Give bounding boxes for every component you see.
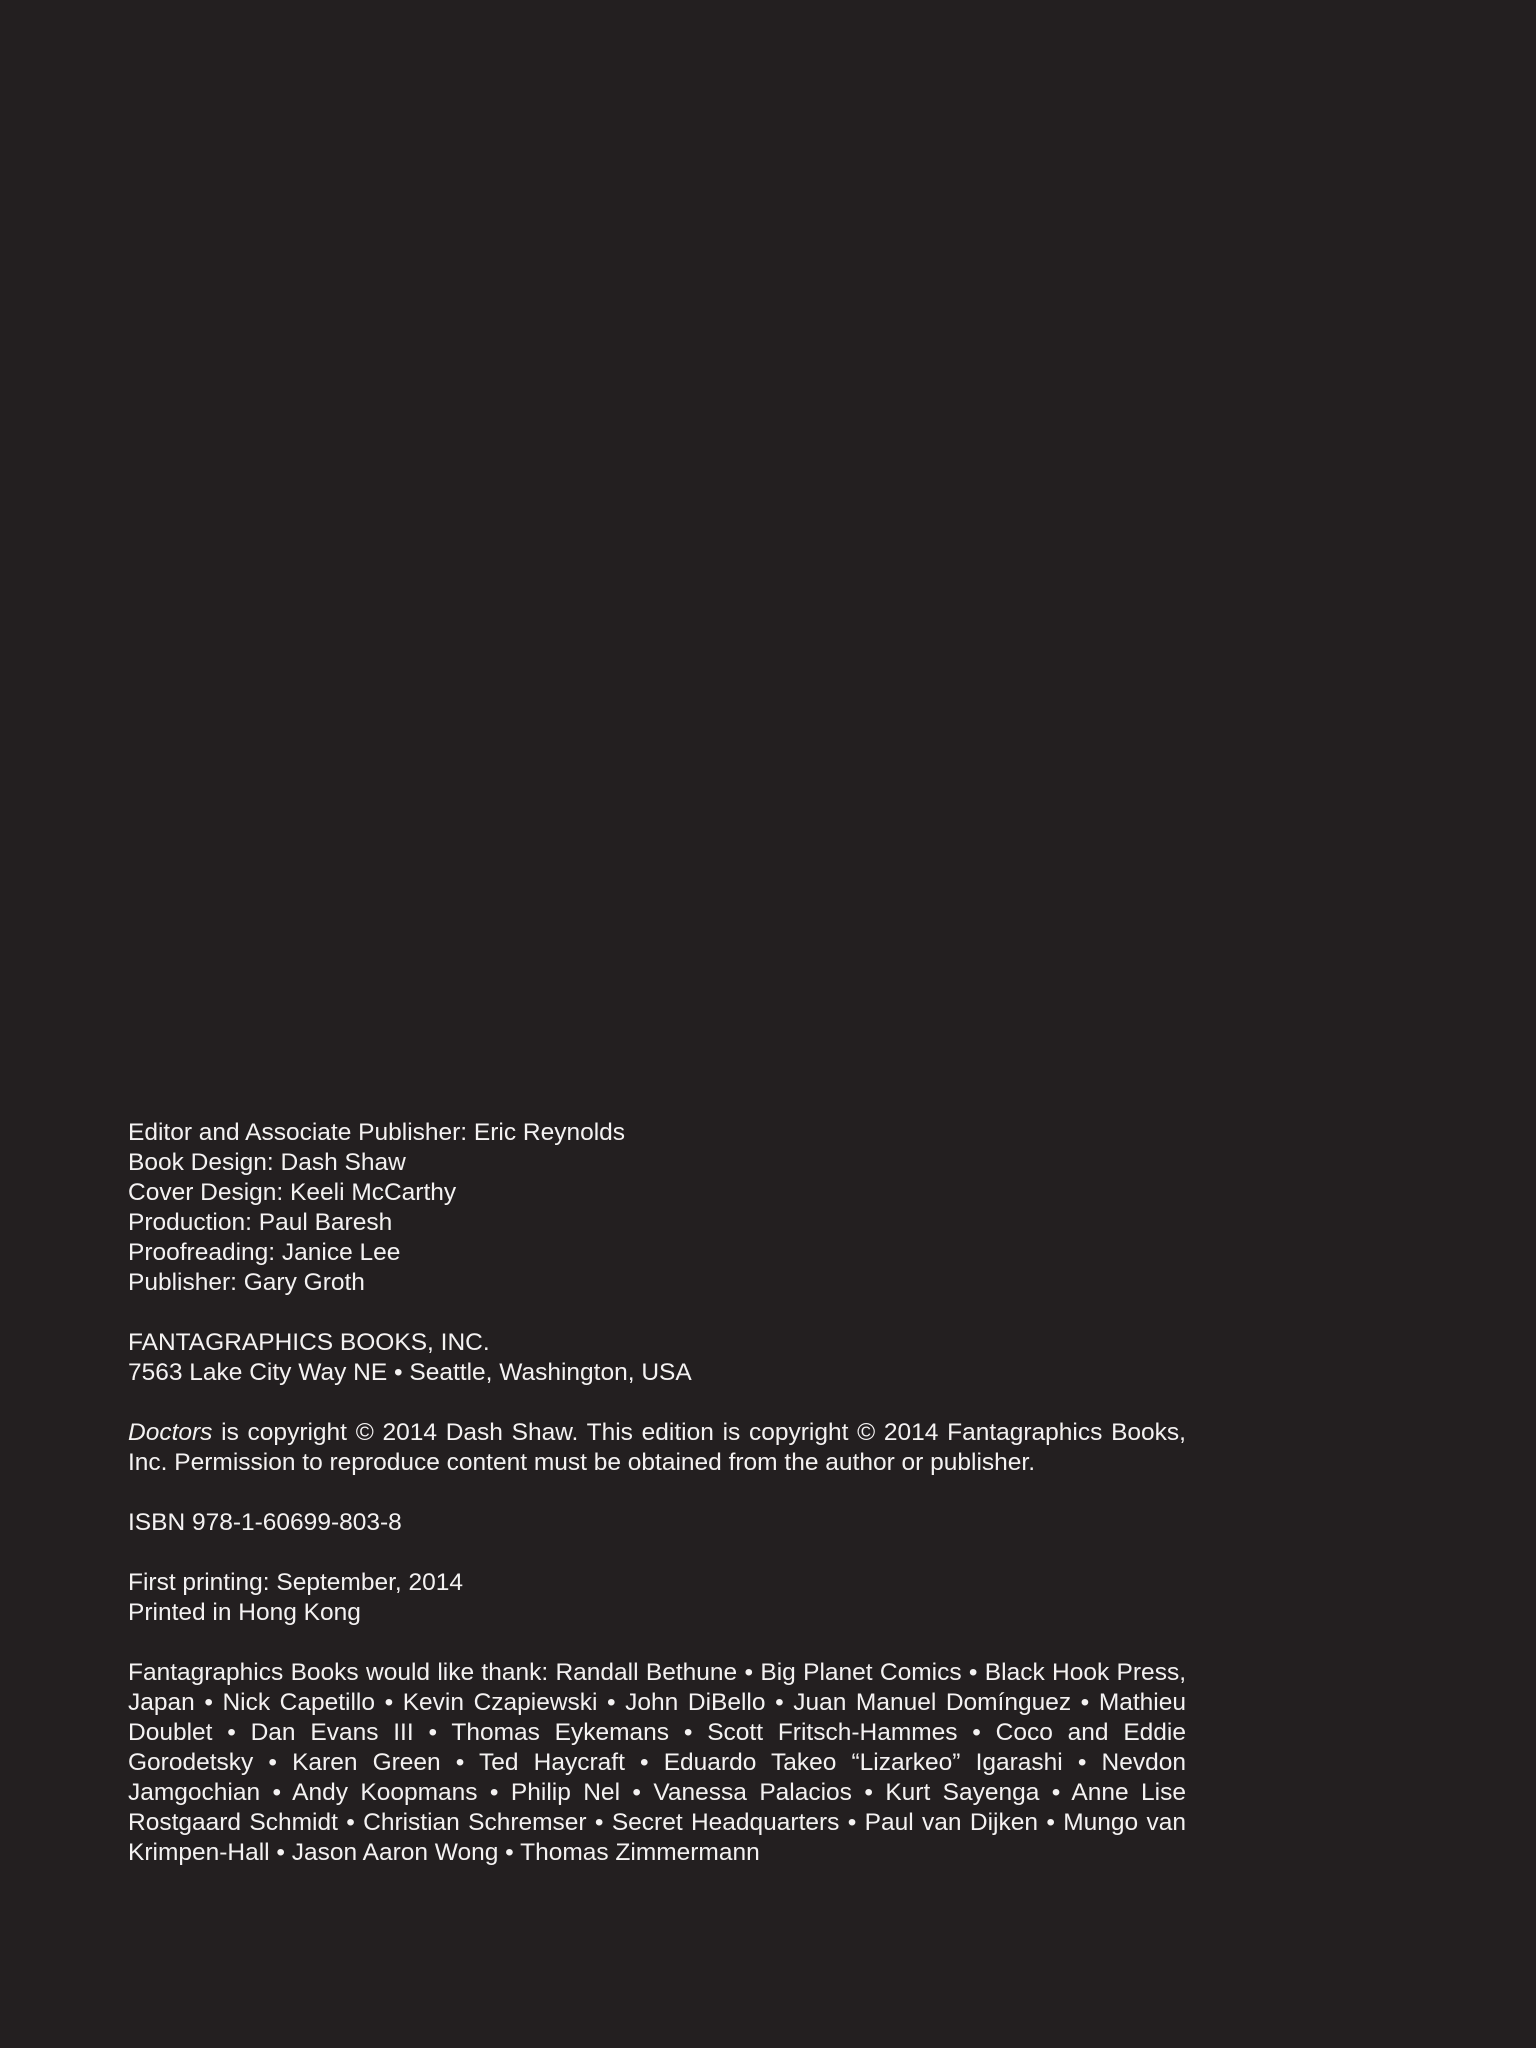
- isbn: ISBN 978-1-60699-803-8: [128, 1509, 402, 1536]
- printed-in: Printed in Hong Kong: [128, 1599, 361, 1626]
- thanks-block: [128, 1658, 1186, 1868]
- printing-block: [128, 1568, 1186, 1628]
- first-printing: First printing: September, 2014: [128, 1569, 464, 1596]
- copyright-text: is copyright © 2014 Dash Shaw. This edition is copyright © 2014 Fantagraphics Books, Inc. Permission to reproduce content must be obtained from the author or publisher.: [128, 1419, 1186, 1476]
- publisher-block: [128, 1328, 1186, 1388]
- credit-line: Book Design: Dash Shaw: [128, 1149, 406, 1176]
- acknowledgements: Fantagraphics Books would like thank: Randall Bethune • Big Planet Comics • Black Hook Press, Japan • Nick Capetillo • Kevin Czapiewski • John DiBello • Juan Manuel Domínguez • Mathieu Doublet • Dan Evans III • Thomas Eykemans • Scott Fritsch-Hammes • Coco and Eddie Gorodetsky • Karen Green • Ted Haycraft • Eduardo Takeo “Lizarkeo” Igarashi • Nevdon Jamgochian • Andy Koopmans • Philip Nel • Vanessa Palacios • Kurt Sayenga • Anne Lise Rostgaard Schmidt • Christian Schremser • Secret Headquarters • Paul van Dijken • Mungo van Krimpen-Hall • Jason Aaron Wong • Thomas Zimmermann: [128, 1659, 1186, 1866]
- credit-line: Cover Design: Keeli McCarthy: [128, 1179, 457, 1206]
- credit-line: Production: Paul Baresh: [128, 1209, 393, 1236]
- publisher-name: FANTAGRAPHICS BOOKS, INC.: [128, 1329, 490, 1356]
- credit-line: Proofreading: Janice Lee: [128, 1239, 401, 1266]
- isbn-block: [128, 1508, 1186, 1538]
- colophon: [128, 1118, 1186, 1898]
- credit-line: Editor and Associate Publisher: Eric Reynolds: [128, 1119, 626, 1146]
- credits-block: [128, 1118, 1186, 1298]
- copyright-notice: [128, 1418, 1186, 1478]
- credit-line: Publisher: Gary Groth: [128, 1269, 365, 1296]
- copyright-block: [128, 1418, 1186, 1478]
- publisher-address: 7563 Lake City Way NE • Seattle, Washington, USA: [128, 1359, 692, 1386]
- book-title: Doctors: [128, 1419, 213, 1446]
